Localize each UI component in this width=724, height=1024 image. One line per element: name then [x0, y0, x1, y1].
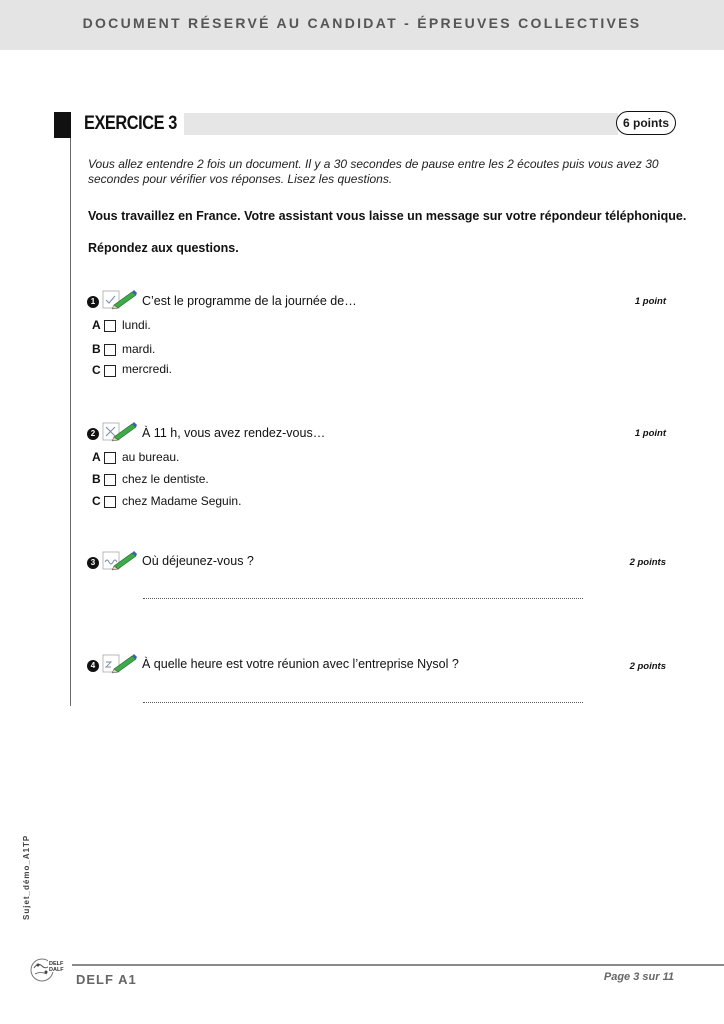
margin-rule: [70, 112, 71, 706]
exercise-points-badge: 6 points: [616, 111, 676, 135]
pencil-checkbox-icon: [102, 287, 138, 311]
pencil-checkbox-icon: [102, 419, 138, 443]
answer-checkbox[interactable]: [104, 474, 116, 486]
footer-exam-level: DELF A1: [76, 972, 137, 987]
exercise-marker: [54, 112, 71, 138]
document-code: Sujet_démo_A1TP: [22, 834, 31, 920]
question-number: 2: [87, 428, 99, 440]
answer-line[interactable]: [143, 598, 583, 599]
question-text: À 11 h, vous avez rendez-vous…: [142, 426, 326, 440]
header-title: DOCUMENT RÉSERVÉ AU CANDIDAT - ÉPREUVES COLLECTIVES: [82, 15, 642, 31]
question-text: À quelle heure est votre réunion avec l’entreprise Nysol ?: [142, 657, 459, 671]
option-letter: A: [92, 318, 101, 332]
question-points: 2 points: [629, 661, 666, 672]
question-points: 2 points: [629, 557, 666, 568]
option-text: chez le dentiste.: [122, 472, 209, 486]
context-text: Vous travaillez en France. Votre assistant vous laisse un message sur votre répondeur téléphonique.: [88, 209, 687, 223]
option-letter: C: [92, 494, 101, 508]
question-text: Où déjeunez-vous ?: [142, 554, 254, 568]
answer-checkbox[interactable]: [104, 496, 116, 508]
question-text: C’est le programme de la journée de…: [142, 294, 357, 308]
question-points: 1 point: [634, 296, 666, 307]
option-text: mardi.: [122, 342, 156, 356]
option-letter: A: [92, 450, 101, 464]
delf-dalf-logo: [28, 950, 72, 984]
exercise-title-bar: [184, 113, 618, 135]
footer-rule: [72, 964, 724, 966]
answer-checkbox[interactable]: [104, 344, 116, 356]
question-points: 1 point: [634, 428, 666, 439]
answer-checkbox[interactable]: [104, 365, 116, 377]
pencil-writing-icon: [102, 651, 138, 675]
question-number: 4: [87, 660, 99, 672]
prompt-text: Répondez aux questions.: [88, 241, 239, 255]
question-number: 3: [87, 557, 99, 569]
answer-line[interactable]: [143, 702, 583, 703]
instructions: Vous allez entendre 2 fois un document. Il y a 30 secondes de pause entre les 2 écoutes puis vous avez 30 secondes pour vérifier vos réponses. Lisez les questions.: [88, 157, 659, 186]
page-number: Page 3 sur 11: [603, 971, 674, 983]
pencil-writing-icon: [102, 548, 138, 572]
answer-checkbox[interactable]: [104, 320, 116, 332]
option-letter: C: [92, 363, 101, 377]
svg-text:DALF: DALF: [49, 967, 64, 973]
option-letter: B: [92, 342, 101, 356]
option-text: au bureau.: [122, 450, 180, 464]
answer-checkbox[interactable]: [104, 452, 116, 464]
exercise-title: EXERCICE 3: [84, 113, 177, 134]
option-text: lundi.: [122, 318, 151, 332]
question-number: 1: [87, 296, 99, 308]
svg-text:DELF: DELF: [49, 961, 64, 967]
option-text: mercredi.: [122, 362, 173, 376]
option-letter: B: [92, 472, 101, 486]
option-text: chez Madame Seguin.: [122, 494, 242, 508]
